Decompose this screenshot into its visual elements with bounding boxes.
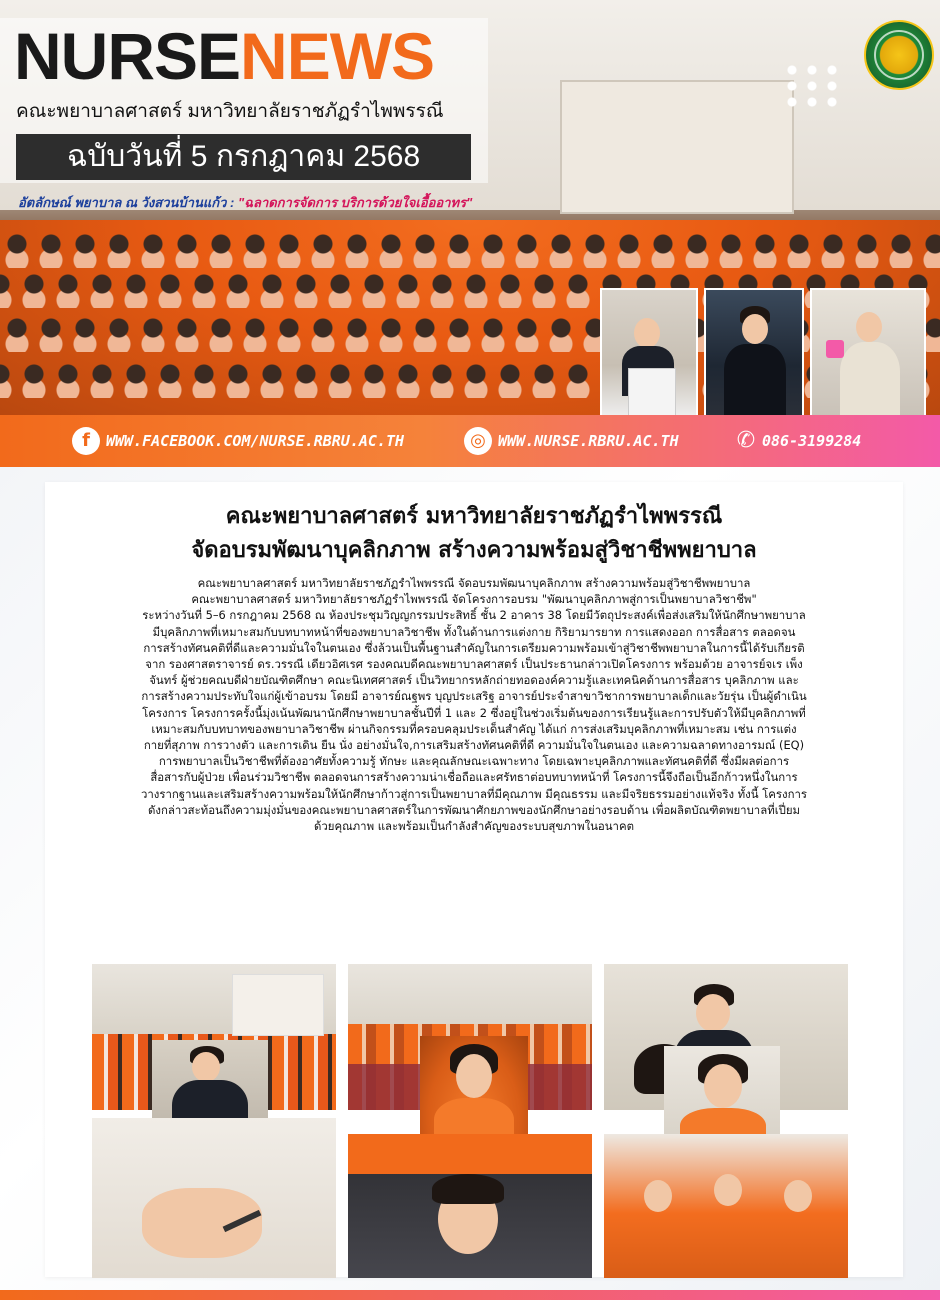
article-line: เหมาะสมกับบทบาทของพยาบาลวิชาชีพ ผ่านกิจกรรมที่ครอบคลุมประเด็นสำคัญ ได้แก่ การส่งเสริมบุคลิกภาพที่เหมาะสม เช่น การแต่ง <box>151 721 797 736</box>
person-face <box>742 314 768 344</box>
issue-date: ฉบับวันที่ 5 กรกฎาคม 2568 <box>16 134 471 180</box>
photo-makeup-hands <box>92 1118 336 1278</box>
phone-number[interactable]: 086-3199284 <box>762 432 862 450</box>
person-body <box>840 342 900 415</box>
headline-line-2: จัดอบรมพัฒนาบุคลิกภาพ สร้างความพร้อมสู่วิชาชีพพยาบาล <box>191 538 757 563</box>
wall-poster <box>232 974 324 1036</box>
person-face <box>192 1052 220 1082</box>
student-face <box>644 1180 672 1212</box>
person-face <box>456 1054 492 1098</box>
article-line: ระหว่างวันที่ 5–6 กรกฎาคม 2568 ณ ห้องประชุมวิญญกรรมประสิทธิ์ ชั้น 2 อาคาร 38 โดยมีวัตถุประสงค์เพื่อส่งเสริมให้นักศึกษาพยาบาล <box>142 608 806 623</box>
article-line: การสร้างความประทับใจแก่ผู้เข้าอบรม โดยมี อาจารย์ณฐพร บุญประเสริฐ อาจารย์ประจำสาขาวิชาการพยาบาลเด็กและวัยรุ่น เป็นผู้ดำเนิน <box>141 689 807 704</box>
student-face <box>784 1180 812 1212</box>
person-face <box>634 318 660 348</box>
photo-students-mirrors <box>604 1134 848 1278</box>
article-line: วางรากฐานและเสริมสร้างความพร้อมให้นักศึกษาก้าวสู่การเป็นพยาบาลที่มีคุณภาพ มีคุณธรรม และมีจริยธรรมอย่างแท้จริง ทั้งนี้ โครงการ <box>141 786 807 801</box>
tagline-label: อัตลักษณ์ พยาบาล ณ วังสวนบ้านแก้ว : <box>18 195 235 210</box>
article-line: ด้วยคุณภาพ และพร้อมเป็นกำลังสำคัญของระบบสุขภาพในอนาคต <box>314 819 634 834</box>
orange-background <box>348 1134 592 1174</box>
article-line: สื่อสารกับผู้ป่วย เพื่อนร่วมวิชาชีพ ตลอดจนการสร้างความน่าเชื่อถือและศรัทธาต่อบทบาทหน้าที่ โครงการนี้จึงถือเป็นอีกก้าวหนึ่งในการ <box>150 770 798 785</box>
article-line: จันทร์ ผู้ช่วยคณบดีฝ่ายบัณฑิตศึกษา คณะนิเทศศาสตร์ เป็นวิทยากรหลักถ่ายทอดองค์ความรู้และเทคนิคด้านการสื่อสาร บุคลิกภาพ และ <box>149 673 799 688</box>
person-face <box>696 994 730 1032</box>
header-banner <box>0 0 940 415</box>
article-line: คณะพยาบาลศาสตร์ มหาวิทยาลัยราชภัฏรำไพพรรณี จัดอบรมพัฒนาบุคลิกภาพ สร้างความพร้อมสู่วิชาชีพพยาบาล <box>197 576 751 590</box>
inset-photo-host <box>810 288 926 415</box>
tagline-quote: "ฉลาดการจัดการ บริการด้วยใจเอื้ออาทร" <box>237 195 473 210</box>
article-line: การพยาบาลเป็นวิชาชีพที่ต้องอาศัยทั้งความรู้ ทักษะ และคุณลักษณะเฉพาะทาง โดยเฉพาะบุคลิกภาพและทัศนคติที่ดี ซึ่งมีผลต่อการ <box>158 754 790 769</box>
article-line: ดังกล่าวสะท้อนถึงความมุ่งมั่นของคณะพยาบาลศาสตร์ในการพัฒนาศักยภาพของนักศึกษาอย่างรอบด้าน เพื่อผลิตบัณฑิตพยาบาลที่เปี่ยม <box>147 802 801 817</box>
phone-icon[interactable]: ✆ <box>736 428 756 453</box>
article-line: จาก รองศาสตราจารย์ ดร.วรรณี เดียวอิศเรศ รองคณบดีคณะพยาบาลศาสตร์ เป็นประธานกล่าวเปิดโครงการ พร้อมด้วย อาจารย์จเร เพ็ง <box>145 657 803 672</box>
person-body <box>724 344 786 415</box>
inset-photo-speaker-podium <box>600 288 698 415</box>
person-face <box>856 312 882 342</box>
article-line: โครงการ โครงการครั้งนี้มุ่งเน้นพัฒนานักศึกษาพยาบาลชั้นปีที่ 1 และ 2 ซึ่งอยู่ในช่วงเริ่มต้นของการเรียนรู้และการปรับตัวให้มีบุคลิกภาพที่ <box>142 705 806 720</box>
article-line: มีบุคลิกภาพที่เหมาะสมกับบทบาทหน้าที่ของพยาบาลวิชาชีพ ทั้งในด้านการแต่งกาย กิริยามารยาท การแสดงออก การสื่อสาร ตลอดจน <box>152 624 796 639</box>
contact-bar <box>0 415 940 467</box>
article-body <box>60 575 888 834</box>
student-face <box>714 1174 742 1206</box>
footer-gradient-bar <box>0 1290 940 1300</box>
person-face <box>704 1064 742 1108</box>
article-line: คณะพยาบาลศาสตร์ มหาวิทยาลัยราชภัฏรำไพพรรณี จัดโครงการอบรม "พัฒนาบุคลิกภาพสู่การเป็นพยาบาลวิชาชีพ" <box>191 592 757 607</box>
logo-ring <box>874 30 924 80</box>
brand-news: NEWS <box>240 19 435 93</box>
brand-nurse: NURSE <box>14 19 241 93</box>
crowd-row <box>0 228 940 268</box>
identity-tagline <box>18 192 472 213</box>
projector-screen <box>560 80 794 214</box>
article-line: การสร้างทัศนคติที่ดีและความมั่นใจในตนเอง ซึ่งล้วนเป็นพื้นฐานสำคัญในการเตรียมความพร้อมเข้าสู่วิชาชีพพยาบาลในการนี้ได้รับเกียรติ <box>143 640 805 655</box>
newsletter-title <box>14 20 434 92</box>
website-link[interactable]: WWW.NURSE.RBRU.AC.TH <box>498 432 679 450</box>
headline-line-1: คณะพยาบาลศาสตร์ มหาวิทยาลัยราชภัฏรำไพพรรณี <box>225 504 723 529</box>
decorative-dots <box>782 62 842 110</box>
model-hair <box>432 1174 504 1204</box>
facebook-link[interactable]: WWW.FACEBOOK.COM/NURSE.RBRU.AC.TH <box>106 432 405 450</box>
photo-makeup-session <box>348 1134 592 1278</box>
article-headline <box>45 500 903 568</box>
globe-icon[interactable]: ◎ <box>464 427 492 455</box>
inset-photo-presenter <box>704 288 804 415</box>
podium <box>628 368 676 415</box>
facebook-icon[interactable]: f <box>72 427 100 455</box>
microphone-sign <box>826 340 844 358</box>
faculty-name: คณะพยาบาลศาสตร์ มหาวิทยาลัยราชภัฏรำไพพรรณี <box>16 101 444 122</box>
article-line: กายที่สุภาพ การวางตัว และการเดิน ยืน นั่ง อย่างมั่นใจ,การเสริมสร้างทัศนคติที่ดี ความมั่นใจในตนเอง และความฉลาดทางอารมณ์ (EQ) <box>143 738 805 753</box>
